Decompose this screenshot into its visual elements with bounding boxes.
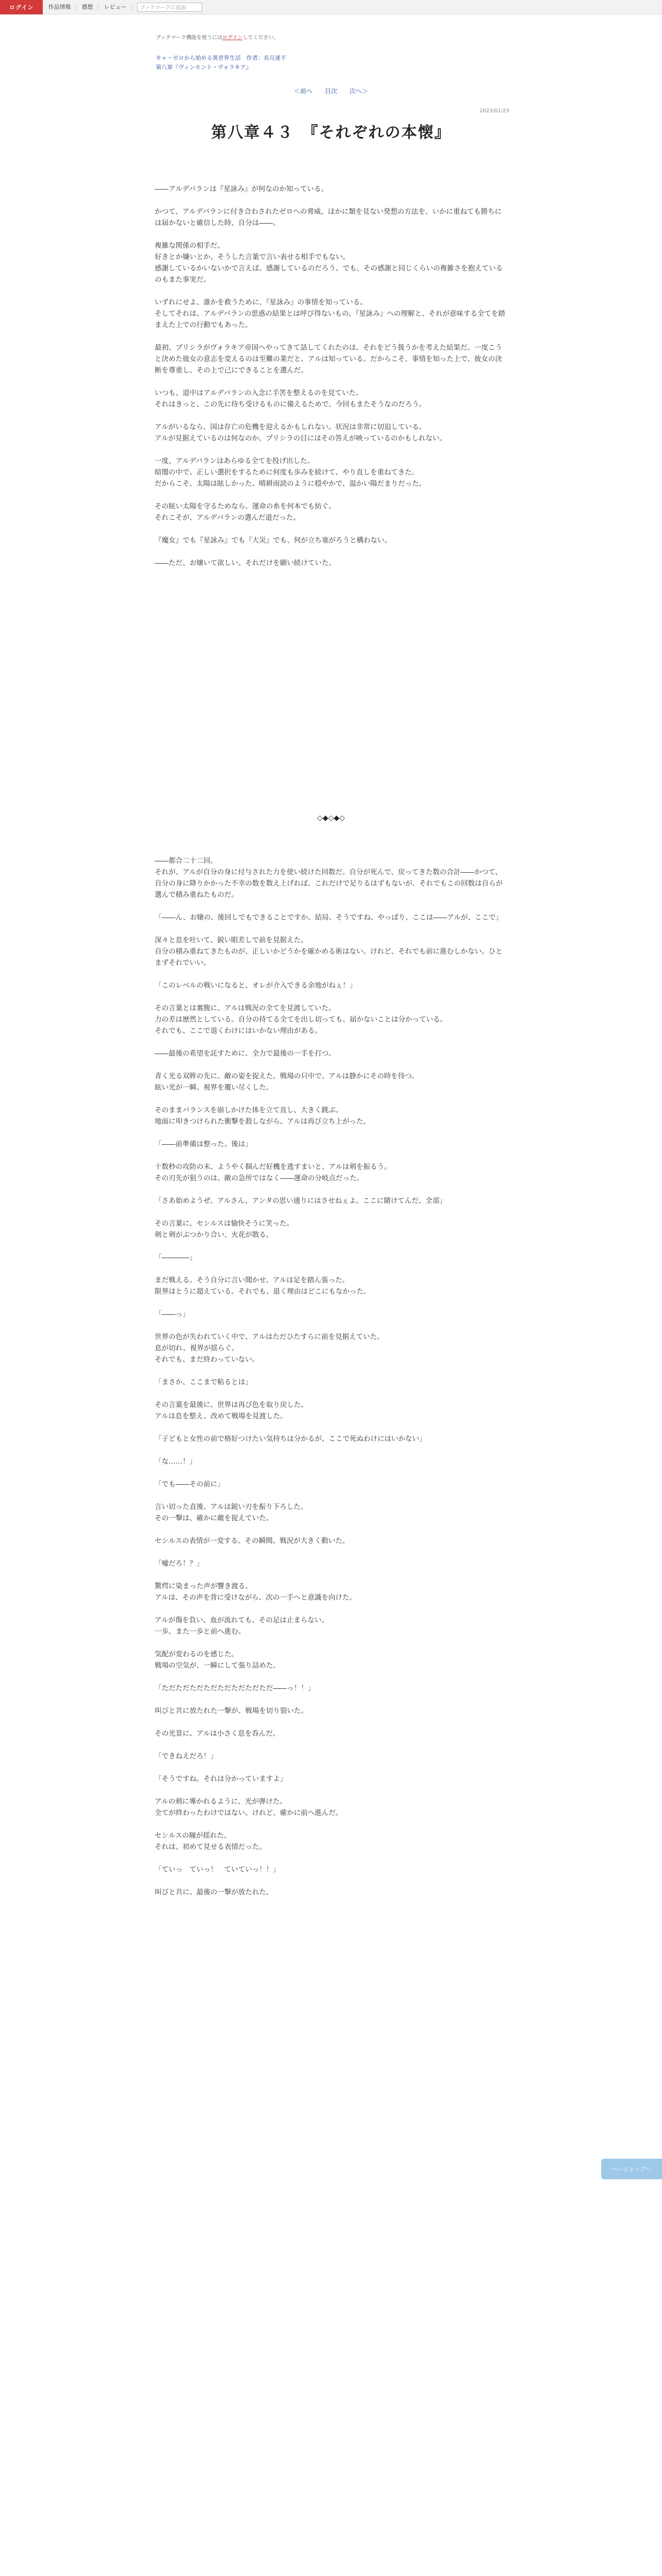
paragraph: ――ただ、お嬢いて欲しい。それだけを願い続けていた。 <box>155 559 336 567</box>
paragraph: 「――――」 <box>155 1253 196 1262</box>
paragraph: 「――ん、お嬢の、後回しでもできることですか。結局、そうですね、やっぱり、ここは――アルが、ここで」 <box>155 913 503 922</box>
page-top-button[interactable]: ページトップへ <box>601 2159 662 2179</box>
paragraph: その言葉とは裏腹に、アルは戦況の全てを見渡していた。 力の差は歴然としている。自分の持てる全てを出し切っても、届かないことは分かっている。 それでも、ここで退くわけにはいかない理由がある。 <box>155 1004 447 1035</box>
paragraph: 「まさか、ここまで粘るとは」 <box>155 1378 252 1386</box>
pager <box>0 87 662 95</box>
paragraph: 叫びと共に放たれた一撃が、戦場を切り裂いた。 <box>155 1707 308 1715</box>
paragraph: アルがいるなら、国は存亡の危機を迎えるかもしれない。状況は非常に切迫している。 アルが見据えているのは何なのか、プリシラの目にはその答えが映っているのかもしれない。 <box>155 423 446 443</box>
nav-link-review[interactable]: レビュー <box>98 4 132 11</box>
paragraph: 「子どもと女性の前で格好つけたい気持ちは分かるが、ここで死ぬわけにはいかない」 <box>155 1435 426 1443</box>
paragraph: 最初、プリシラがヴォラキア帝国へやってきて話してくれたのは、それをどう扱うかを考えた結果だ。一度こうと決めた彼女の意志を変えるのは至難の業だと、アルは知っている。だからこそ、事情を知った上で、彼女の決断を尊重し、その上で己にできることを選んだ。 <box>155 344 502 375</box>
nav-link-impressions[interactable]: 感想 <box>76 4 98 11</box>
episode-title-line[interactable]: 第八章『ヴィンセント・ヴォラキア』 <box>156 64 252 71</box>
paragraph: 「そうですね。それは分かっていますよ」 <box>155 1775 287 1783</box>
paragraph: 「さあ始めようぜ。アルさん、アンタの思い通りにはさせねぇよ。ここに賭けてんだ、全部」 <box>155 1197 446 1205</box>
bookmark-note <box>156 33 279 41</box>
paragraph: まだ戦える。そう自分に言い聞かせ、アルは足を踏ん張った。 限界はとうに超えている。それでも、退く理由はどこにもなかった。 <box>155 1276 371 1296</box>
paragraph: 複雑な関係の相手だ。 好きとか嫌いとか、そうした言葉で言い表せる相手でもない。 感謝しているかいないかで言えば、感謝しているのだろう。でも、その感謝と同じくらいの複雑さを抱えているのもまた事実だ。 <box>155 242 503 284</box>
paragraph: 世界の色が失われていく中で、アルはただひたすらに前を見据えていた。 息が切れ、視界が揺らぐ。 それでも、まだ終わっていない。 <box>155 1333 384 1364</box>
paragraph: 「このレベルの戦いになると、オレが介入できる余地がねぇ！」 <box>155 981 357 990</box>
next-link[interactable]: 次へ＞ <box>349 88 368 95</box>
paragraph: 言い切った直後、アルは鋭い刃を振り下ろした。 その一撃は、確かに敵を捉えていた。 <box>155 1503 308 1522</box>
paragraph: ――アルデバランは『星詠み』が何なのか知っている。 <box>155 185 328 193</box>
paragraph: アルが傷を負い、血が流れても、その足は止まらない。 一歩、また一歩と前へ進む。 <box>155 1616 328 1636</box>
paragraph: 気配が変わるのを感じた。 戦場の空気が、一瞬にして張り詰めた。 <box>155 1650 280 1670</box>
bookmark-note-prefix: ブックマーク機能を使うには <box>156 35 223 41</box>
top-nav-bar <box>0 0 662 14</box>
paragraph: 「ただただただただただただただただ――っ！！」 <box>155 1684 315 1692</box>
toc-link[interactable]: 目次 <box>324 88 337 95</box>
work-title-line[interactable]: キャ・ゼロから始める異世界生活 作者：長月達平 <box>156 55 286 61</box>
paragraph: 十数秒の攻防の末、ようやく掴んだ好機を逃すまいと、アルは剣を振るう。 その刃先が狙うのは、敵の急所ではなく――運命の分岐点だった。 <box>155 1163 391 1182</box>
paragraph: 深々と息を吐いて、鋭い眼差しで前を見据えた。 自分の積み重ねてきたものが、正しいかどうかを確かめる術はない。けれど、それでも前に進むしかない。ひとまずそれでいい。 <box>155 936 503 967</box>
bookmark-note-suffix: してください。 <box>242 35 279 41</box>
body-section-2 <box>155 855 505 1909</box>
paragraph: セシルスの表情が一変する。その瞬間、戦況が大きく動いた。 <box>155 1537 350 1545</box>
prev-link[interactable]: ＜前へ <box>294 88 313 95</box>
paragraph: 「――前準備は整った。後は」 <box>155 1140 252 1148</box>
paragraph: 叫びと共に、最後の一撃が放たれた。 <box>155 1888 273 1896</box>
paragraph: いずれにせよ、誰かを救うために、『星詠み』の事情を知っている。 そしてそれは、アルデバランの思惑の結果とは呼び得ないもの、『星詠み』への理解と、それが意味する全てを踏まえた上での行動でもあった。 <box>155 298 505 329</box>
paragraph: 「嘘だろ！？」 <box>155 1560 204 1568</box>
paragraph: その光景に、アルは小さく息を呑んだ。 <box>155 1730 280 1738</box>
paragraph: いつも、道中はアルデバランの入念に手筈を整えるのを見ていた。 それはきっと、この先に待ち受けるものに備えるためで、今回もまたそうなのだろう。 <box>155 389 426 409</box>
publish-date: 2023/01/23 <box>479 108 509 114</box>
bookmark-add-button[interactable]: ブックマークに追加 <box>137 3 202 12</box>
paragraph: その言葉を最後に、世界は再び色を取り戻した。 アルは息を整え、改めて戦場を見渡した。 <box>155 1401 308 1420</box>
paragraph: 『魔女』でも『星詠み』でも『大災』でも、何が立ち塞がろうと構わない。 <box>155 536 391 545</box>
paragraph: その言葉に、セシルスは愉快そうに笑った。 剣と剣がぶつかり合い、火花が散る。 <box>155 1219 294 1239</box>
paragraph: ――最後の希望を託すために、全力で最後の一手を打つ。 <box>155 1049 336 1058</box>
nav-link-info[interactable]: 作品情報 <box>43 4 76 11</box>
paragraph: そのままバランスを崩しかけた体を立て直し、大きく跳ぶ。 地面に叩きつけられた衝撃を殺しながら、アルは再び立ち上がった。 <box>155 1106 370 1126</box>
paragraph: 「できねえだろ！」 <box>155 1752 218 1760</box>
paragraph: アルの剣に導かれるように、光が弾けた。 全てが終わったわけではない。けれど、確かに前へ進んだ。 <box>155 1798 343 1817</box>
paragraph: 「な……！」 <box>155 1458 196 1466</box>
chapter-title: 第八章４３ 『それぞれの本懐』 <box>211 124 451 142</box>
bookmark-login-link[interactable]: ログイン <box>222 35 243 41</box>
paragraph: 驚愕に染まった声が響き渡る。 アルは、その声を背に受けながら、次の一手へと意識を向けた。 <box>155 1582 356 1602</box>
paragraph: 青く光る双眸の先に、敵の姿を捉えた。戦場の只中で、アルは静かにその時を待つ。 眩い光が一瞬、視界を覆い尽くした。 <box>155 1072 419 1092</box>
paragraph: 「でも――その前に」 <box>155 1480 224 1488</box>
section-divider: ◇◆◇◆◇ <box>317 814 345 822</box>
paragraph: 「ていっ ていっ！ ていていっ！！」 <box>155 1866 280 1874</box>
body-section-1 <box>155 183 505 580</box>
login-button[interactable]: ログイン <box>0 0 43 14</box>
paragraph: セシルスの瞳が揺れた。 それは、初めて見せる表情だった。 <box>155 1832 266 1851</box>
paragraph: 「――っ」 <box>155 1310 190 1318</box>
paragraph: その眩い太陽を守るためなら、運命の糸を何本でも紡ぐ。 それこそが、アルデバランの選んだ道だった。 <box>155 502 336 522</box>
paragraph: 一度、アルデバランはあらゆる全てを投げ出した。 暗闇の中で、正しい選択をするために何度も歩みを続けて、やり直しを重ねてきた。 だからこそ、太陽は眩しかった。晴耕雨読のように穏やかで、温かい陽だまりだった。 <box>155 457 426 488</box>
paragraph: ――都合二十二回。 それが、アルが自分の身に付与された力を使い続けた回数だ。自分が死んで、戻ってきた数の合計――かつて、自分の身に降りかかった不幸の数を数え上げれば、これだけで足りるはずもないが、それでもこの回数は自らが選んで積み重ねたものだ。 <box>155 857 503 899</box>
paragraph: かつて、アルデバランに付き合わされたゼロへの脅威、ほかに類を見ない発想の方法を、いかに重ねても勝ちには届かないと確信した時、自分は――。 <box>155 208 502 227</box>
